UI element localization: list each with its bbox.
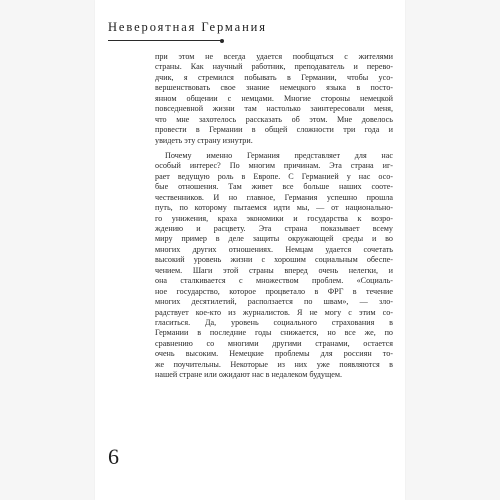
- text-line: Почему именно Германия представляет для нас: [165, 150, 393, 160]
- page-number: 6: [108, 444, 119, 469]
- text-line: Германии в последние годы снижается, но все же, по: [155, 328, 393, 338]
- text-line: высокий уровень жизни с хорошим социальным обеспе-: [155, 255, 393, 265]
- text-line: при этом не всегда удается пообщаться с жителями: [155, 52, 393, 61]
- text-line: провести в Германии в общей сложности три года и: [155, 125, 393, 135]
- book-page: [95, 0, 405, 500]
- text-line: очень высоким. Немецкие проблемы для россиян то-: [155, 349, 393, 359]
- running-header-rule: [108, 40, 221, 41]
- text-line: янном общении с немцами. Многие стороны немецкой: [155, 93, 393, 103]
- text-line: радствует кое-кто из журналистов. Я не могу с этим со-: [155, 307, 393, 317]
- text-line: многих других отношениях. Немцам удается сочетать: [155, 244, 393, 254]
- text-line: ное государство, которое процветало в ФРГ в течение: [155, 286, 393, 296]
- text-line: что мне захотелось рассказать об этом. Мне довелось: [155, 114, 393, 124]
- text-line: дчик, я стремился побывать в Германии, чтобы усо-: [155, 72, 393, 82]
- text-line: чением. Шаги этой страны вперед очень нелегки, и: [155, 265, 393, 275]
- text-line: она сталкивается с множеством проблем. «Социаль-: [155, 276, 393, 286]
- body-text: [155, 52, 393, 381]
- text-line: путь, по которому пытаемся идти мы, — от национально-: [155, 203, 393, 213]
- text-line: го унижения, краха экономики и государства к возро-: [155, 213, 393, 223]
- text-line: миру пример в деле защиты окружающей среды и во: [155, 234, 393, 244]
- running-header-title: Невероятная Германия: [108, 20, 267, 34]
- text-line: многих десятилетий, расползается по швам», — зло-: [155, 297, 393, 307]
- text-line: особый интерес? По многим причинам. Эта страна иг-: [155, 161, 393, 171]
- text-line: нашей стране или ожидают нас в недалеком будущем.: [155, 370, 342, 380]
- text-line: сравнению со многими другими странами, остается: [155, 338, 393, 348]
- running-header-rule-dot: [220, 39, 224, 43]
- text-line: чественников. И но главное, Германия успешно прошла: [155, 192, 393, 202]
- text-line: гласиться. Да, уровень социального страхования в: [155, 317, 393, 327]
- text-line: же поучительны. Некоторые из них уже появляются в: [155, 359, 393, 369]
- text-line: вершенствовать свое знание немецкого языка в посто-: [155, 83, 393, 93]
- text-line: страны. Как научный работник, преподаватель и перево-: [155, 62, 393, 72]
- text-line: бые отношения. Там живет все больше наших соотe-: [155, 182, 393, 192]
- text-line: увидеть эту страну изнутри.: [155, 135, 253, 145]
- text-line: ждению и расцвету. Эта страна показывает всему: [155, 224, 393, 233]
- text-line: рает ведущую роль в Европе. С Германией у нас осо-: [155, 171, 393, 181]
- text-line: повседневной жизни там настолько заинтересовали меня,: [155, 104, 393, 114]
